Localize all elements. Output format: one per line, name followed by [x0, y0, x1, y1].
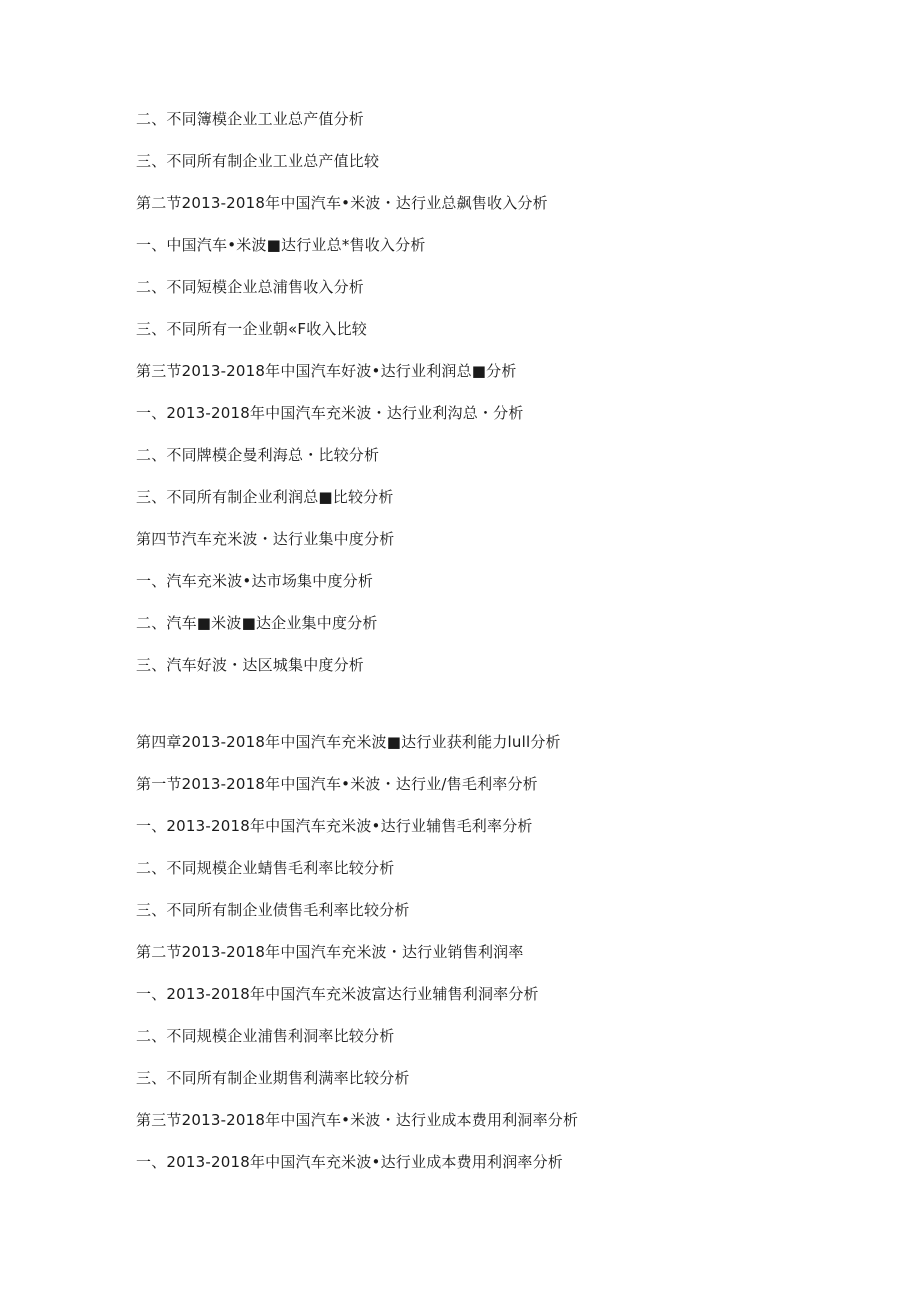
toc-section-heading: 第三节2013-2018年中国汽车好波•达行业利润总■分析: [136, 362, 517, 380]
toc-line: 二、不同牌模企曼利海总・比较分析: [136, 446, 380, 464]
toc-line: 二、不同规模企业蜻售毛利率比较分析: [136, 859, 395, 877]
toc-section-heading: 第一节2013-2018年中国汽车•米波・达行业/售毛利率分析: [136, 775, 538, 793]
toc-line: 三、不同所有制企业债售毛利率比较分析: [136, 901, 410, 919]
toc-section-heading: 第四节汽车充米波・达行业集中度分析: [136, 530, 395, 548]
toc-line: 三、不同所有制企业利润总■比较分析: [136, 488, 394, 506]
toc-line: 三、不同所有制企业期售利满率比较分析: [136, 1069, 410, 1087]
toc-line: 一、中国汽车•米波■达行业总*售收入分析: [136, 236, 426, 254]
toc-line: 一、2013-2018年中国汽车充米波•达行业成本费用利润率分析: [136, 1153, 564, 1171]
toc-line: 二、不同短模企业总浦售收入分析: [136, 278, 365, 296]
toc-line: 三、不同所有一企业朝«F收入比较: [136, 320, 368, 338]
toc-line: 二、不同规模企业浦售利洞率比较分析: [136, 1027, 395, 1045]
toc-line: 二、不同簿模企业工业总产值分析: [136, 110, 365, 128]
toc-line: 二、汽车■米波■达企业集中度分析: [136, 614, 378, 632]
toc-line: 一、2013-2018年中国汽车充米波•达行业辅售毛利率分析: [136, 817, 533, 835]
toc-line: 一、汽车充米波•达市场集中度分析: [136, 572, 374, 590]
toc-line: 一、2013-2018年中国汽车充米波富达行业辅售利洞率分析: [136, 985, 539, 1003]
toc-chapter-heading: 第四章2013-2018年中国汽车充米波■达行业获利能力lull分析: [136, 733, 561, 751]
toc-section-heading: 第二节2013-2018年中国汽车•米波・达行业总飙售收入分析: [136, 194, 548, 212]
toc-spacer: [136, 694, 876, 729]
toc-section-heading: 第二节2013-2018年中国汽车充米波・达行业销售利润率: [136, 943, 524, 961]
toc-line: 三、不同所有制企业工业总产值比较: [136, 152, 380, 170]
toc-line: 一、2013-2018年中国汽车充米波・达行业利沟总・分析: [136, 404, 524, 422]
toc-section-heading: 第三节2013-2018年中国汽车•米波・达行业成本费用利洞率分析: [136, 1111, 579, 1129]
table-of-contents: [136, 106, 876, 1191]
toc-line: 三、汽车好波・达区城集中度分析: [136, 656, 365, 674]
